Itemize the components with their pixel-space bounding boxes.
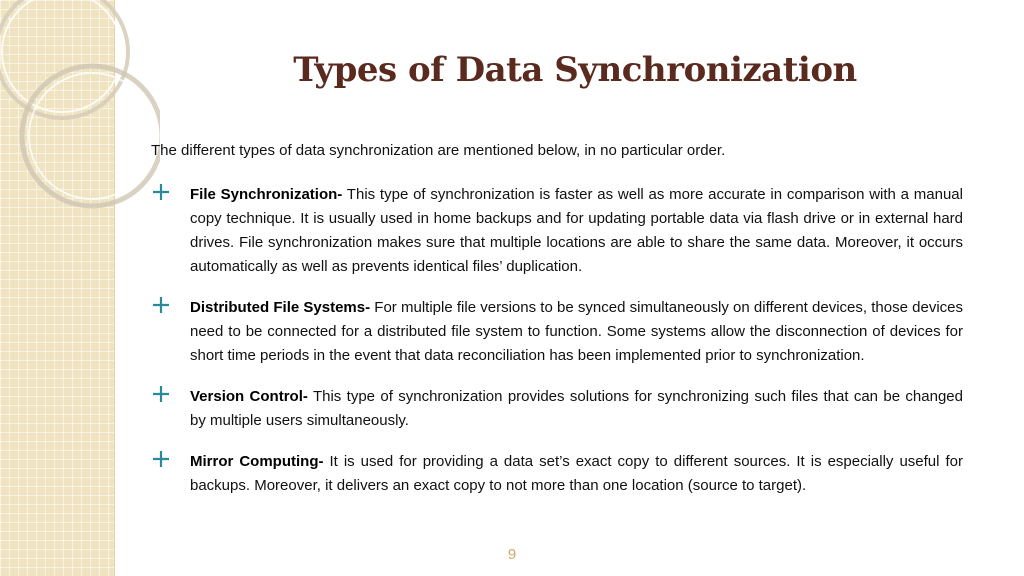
bullet-item <box>150 385 963 433</box>
bullet-description: This type of synchronization is faster as well as more accurate in comparison with a manual copy technique. It is usually used in home backups and for updating portable data via flash drive or in external hard drives. File synchronization makes sure that multiple locations are able to share the same data. Moreover, it occurs automatically as well as prevents identical files’ duplication. <box>190 186 963 275</box>
plus-icon <box>152 183 170 201</box>
slide-title: Types of Data Synchronization <box>293 50 857 90</box>
decorative-rings-icon <box>0 0 160 260</box>
bullet-text <box>190 296 963 368</box>
intro-text: The different types of data synchronization are mentioned below, in no particular order. <box>151 142 726 159</box>
bullet-text <box>190 385 963 433</box>
bullet-text <box>190 450 963 498</box>
bullet-description: This type of synchronization provides solutions for synchronizing such files that can be changed by multiple users simultaneously. <box>190 388 963 429</box>
bullet-term: Mirror Computing- <box>190 453 324 470</box>
plus-icon <box>152 296 170 314</box>
bullet-term: Distributed File Systems- <box>190 299 371 316</box>
bullet-description: For multiple file versions to be synced simultaneously on different devices, those devices need to be connected for a distributed file system to function. Some systems allow the disconnection of devices for short time periods in the event that data reconciliation has been implemented prior to synchronization. <box>190 299 963 364</box>
bullet-description: It is used for providing a data set’s exact copy to different sources. It is especially useful for backups. Moreover, it delivers an exact copy to not more than one location (source to target). <box>190 453 963 494</box>
page-number: 9 <box>507 546 517 563</box>
plus-icon <box>152 385 170 403</box>
bullet-item <box>150 450 963 498</box>
bullet-item <box>150 183 963 279</box>
bullet-term: File Synchronization- <box>190 186 343 203</box>
bullet-item <box>150 296 963 368</box>
bullet-list <box>150 183 963 515</box>
bullet-term: Version Control- <box>190 388 308 405</box>
bullet-text <box>190 183 963 279</box>
plus-icon <box>152 450 170 468</box>
